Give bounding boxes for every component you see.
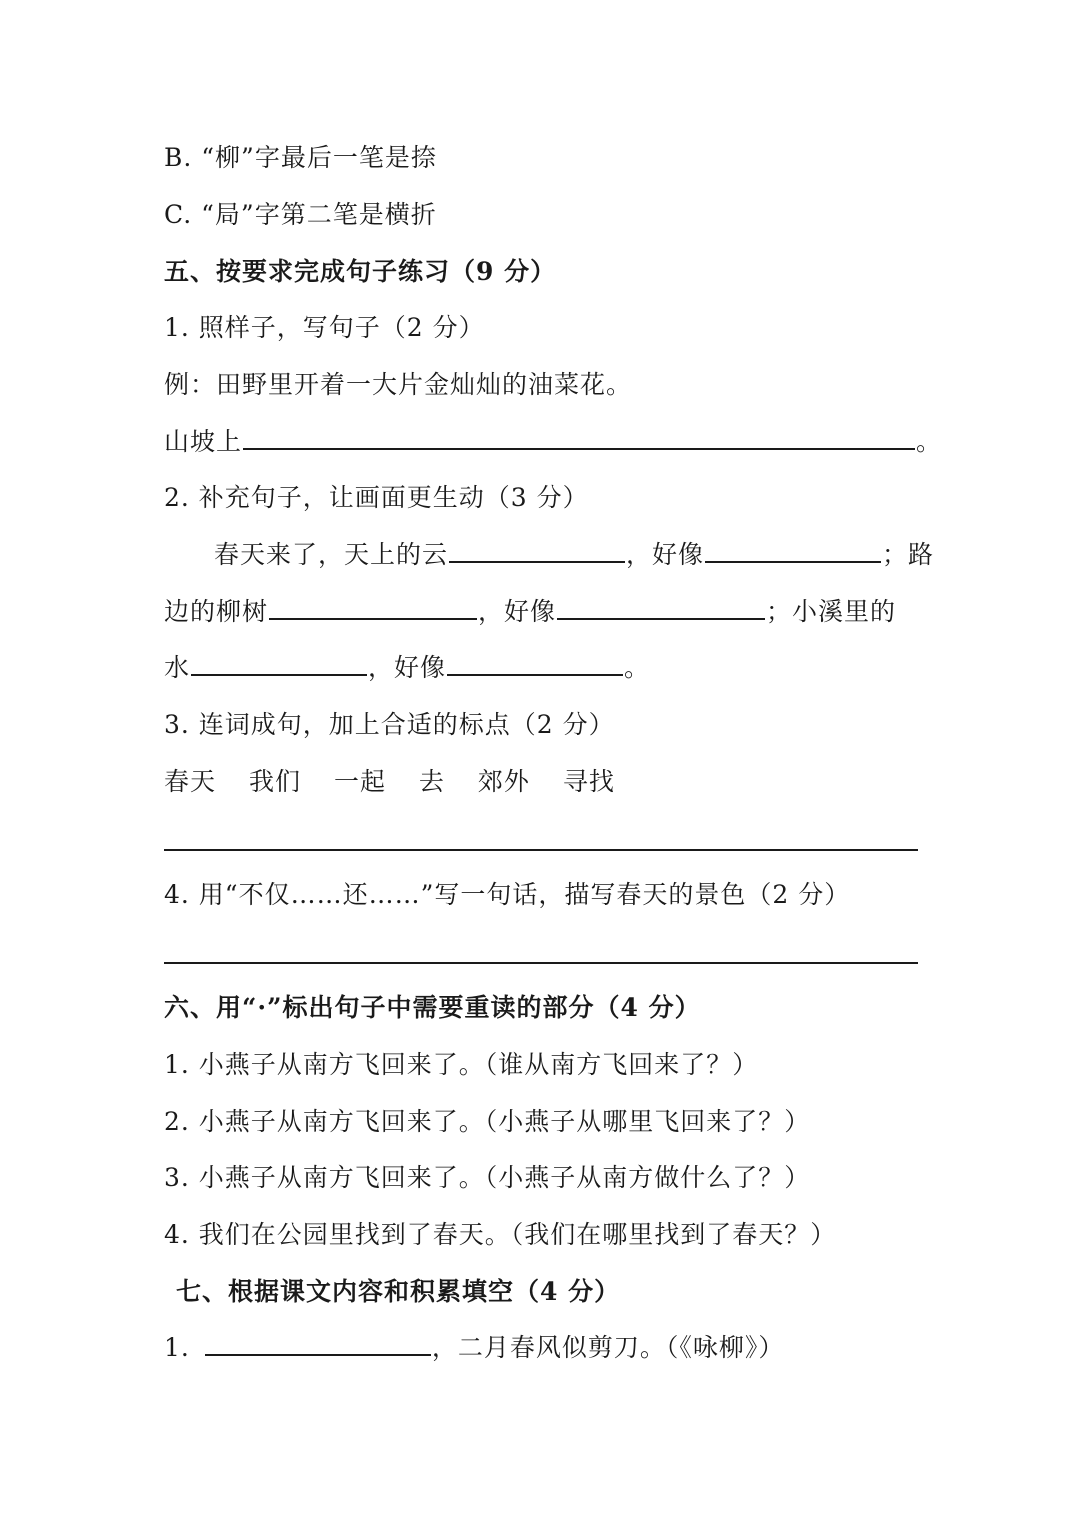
stress-item-4: 4. 我们在公园里找到了春天。（我们在哪里找到了春天？） (164, 1220, 837, 1249)
sentence-line-2 (164, 594, 896, 630)
text-fragment: 边的柳树 (164, 597, 269, 626)
word: 我们 (248, 767, 301, 796)
word: 寻找 (562, 767, 615, 796)
text-fragment: ，好像 (478, 597, 557, 626)
answer-blank[interactable] (449, 537, 625, 563)
question-2: 2. 补充句子，让画面更生动（3 分） (164, 483, 589, 512)
section-5-heading: 五、按要求完成句子练习（9 分） (164, 257, 557, 286)
question-4: 4. 用“不仅……还……”写一句话，描写春天的景色（2 分） (164, 880, 851, 909)
sentence-line-3 (164, 650, 650, 686)
answer-blank[interactable] (557, 594, 765, 620)
text-fragment: ，好像 (368, 653, 447, 682)
text-fragment: 水 (164, 653, 191, 682)
word-list (164, 764, 615, 800)
question-3: 3. 连词成句，加上合适的标点（2 分） (164, 710, 615, 739)
section-6-heading: 六、用“·”标出句子中需要重读的部分（4 分） (164, 993, 701, 1022)
option-c: C. “局”字第二笔是横折 (164, 200, 437, 229)
question-1: 1. 照样子，写句子（2 分） (164, 313, 485, 342)
stress-item-2: 2. 小燕子从南方飞回来了。（小燕子从哪里飞回来了？） (164, 1107, 811, 1136)
text-fragment: 。 (624, 653, 651, 682)
section-7-heading: 七、根据课文内容和积累填空（4 分） (176, 1277, 621, 1306)
answer-blank[interactable] (705, 537, 881, 563)
answer-line[interactable] (164, 849, 918, 851)
word: 一起 (333, 767, 386, 796)
answer-blank[interactable] (447, 650, 623, 676)
stress-item-3: 3. 小燕子从南方飞回来了。（小燕子从南方做什么了？） (164, 1163, 811, 1192)
answer-blank[interactable] (205, 1330, 431, 1356)
text-fragment: 春天来了，天上的云 (214, 540, 449, 569)
word: 春天 (164, 767, 217, 796)
text-fragment: ；小溪里的 (766, 597, 897, 626)
word: 郊外 (477, 767, 530, 796)
example-sentence: 例：田野里开着一大片金灿灿的油菜花。 (164, 370, 633, 399)
answer-blank[interactable] (191, 650, 367, 676)
text-fragment: ；路 (882, 540, 935, 569)
text-fragment: ，二月春风似剪刀。（《咏柳》） (431, 1333, 785, 1362)
answer-line[interactable] (164, 962, 918, 964)
item-number: 1. (164, 1333, 190, 1362)
option-b: B. “柳”字最后一笔是捺 (164, 143, 437, 172)
shanpo-prefix: 山坡上 (164, 427, 243, 456)
period: 。 (916, 427, 943, 456)
stress-item-1: 1. 小燕子从南方飞回来了。（谁从南方飞回来了？） (164, 1050, 759, 1079)
sentence-line-1 (214, 537, 934, 573)
text-fragment: ，好像 (626, 540, 705, 569)
answer-blank[interactable] (269, 594, 477, 620)
shanpo-line (164, 424, 942, 460)
word: 去 (418, 767, 445, 796)
answer-blank[interactable] (243, 424, 915, 450)
fill-item-1 (164, 1330, 784, 1366)
